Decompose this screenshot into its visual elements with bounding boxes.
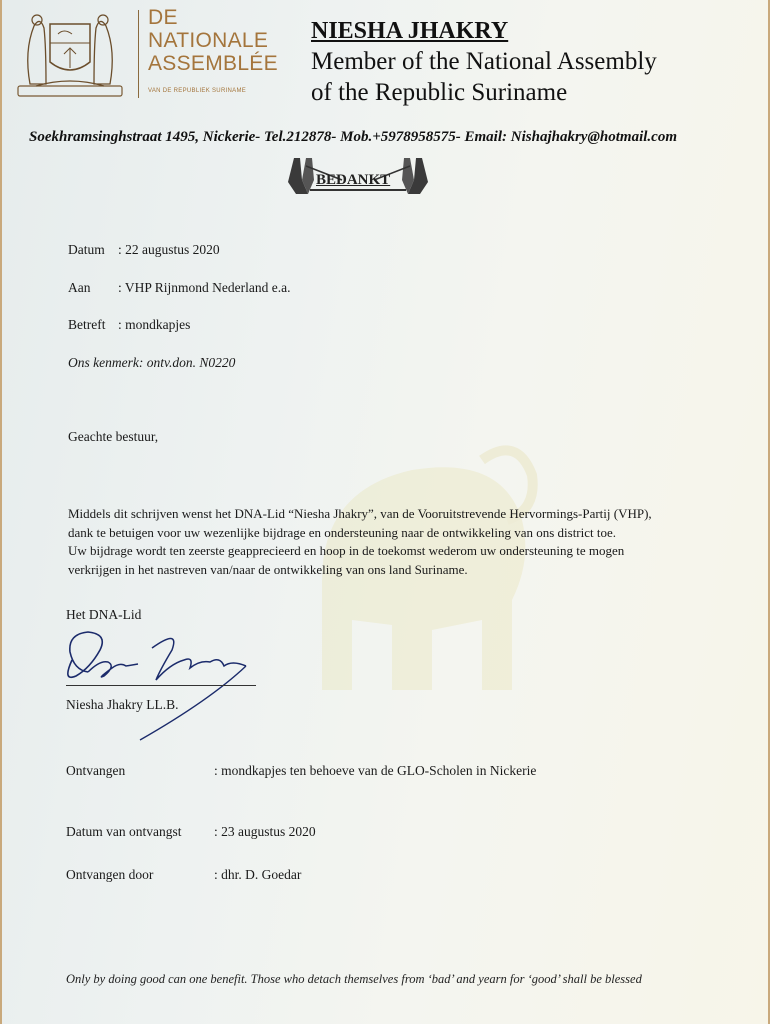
letter-sheet: [2, 0, 768, 1024]
header-divider: [138, 10, 139, 98]
datum-value: : 22 augustus 2020: [118, 242, 220, 257]
body-line: dank te betuigen voor uw wezenlijke bijdrage en ondersteuning naar de ontwikkeling van ons district toe.: [68, 524, 617, 540]
ontvangen-label: Ontvangen: [66, 763, 126, 778]
watermark-emblem-icon: [282, 430, 582, 730]
ontvangen-door-value: : dhr. D. Goedar: [214, 867, 302, 882]
closing: Het DNA-Lid: [66, 607, 142, 622]
ontvangen-door-label: Ontvangen door: [66, 867, 154, 882]
aan-value: : VHP Rijnmond Nederland e.a.: [118, 280, 291, 295]
ontvangst-datum-label: Datum van ontvangst: [66, 824, 182, 839]
ontvangen-value: : mondkapjes ten behoeve van de GLO-Scholen in Nickerie: [214, 763, 537, 778]
member-role: Member of the National Assembly of the Republic Suriname: [311, 48, 657, 106]
letter-body: [68, 505, 758, 579]
signature-line: [66, 685, 256, 686]
aan-label: Aan: [68, 280, 91, 295]
coat-of-arms-icon: [16, 6, 124, 98]
body-line: Uw bijdrage wordt ten zeerste geapprecieerd en hoop in de toekomst wederom uw ondersteuning te mogen: [68, 543, 625, 558]
bedankt-banner: [282, 154, 434, 196]
body-line: verkrijgen in het nastreven van/naar de ontwikkeling van ons land Suriname.: [68, 561, 468, 577]
footer-quote: Only by doing good can one benefit. Those who detach themselves from ‘bad’ and yearn for ‘good’ shall be blessed: [66, 972, 642, 986]
salutation: Geachte bestuur,: [68, 429, 159, 444]
bedankt-title: BEDANKT: [316, 172, 391, 188]
member-name: NIESHA JHAKRY: [311, 18, 509, 44]
signature-drawing: [60, 620, 270, 745]
body-line: Middels dit schrijven wenst het DNA-Lid “Niesha Jhakry”, van de Vooruitstrevende Hervormings-Partij (VHP),: [68, 506, 652, 521]
ontvangst-datum-value: : 23 augustus 2020: [214, 824, 316, 839]
betreft-label: Betreft: [68, 317, 106, 332]
betreft-value: : mondkapjes: [118, 317, 191, 332]
contact-line: Soekhramsinghstraat 1495, Nickerie- Tel.212878- Mob.+5978958575- Email: Nishajhakry@hotmail.com: [29, 129, 678, 145]
signer-name: Niesha Jhakry LL.B.: [66, 697, 179, 712]
organization-name: DE NATIONALE ASSEMBLÉE: [148, 6, 278, 75]
organization-subtitle: VAN DE REPUBLIEK SURINAME: [148, 88, 247, 94]
datum-label: Datum: [68, 242, 105, 257]
kenmerk: Ons kenmerk: ontv.don. N0220: [68, 355, 236, 370]
